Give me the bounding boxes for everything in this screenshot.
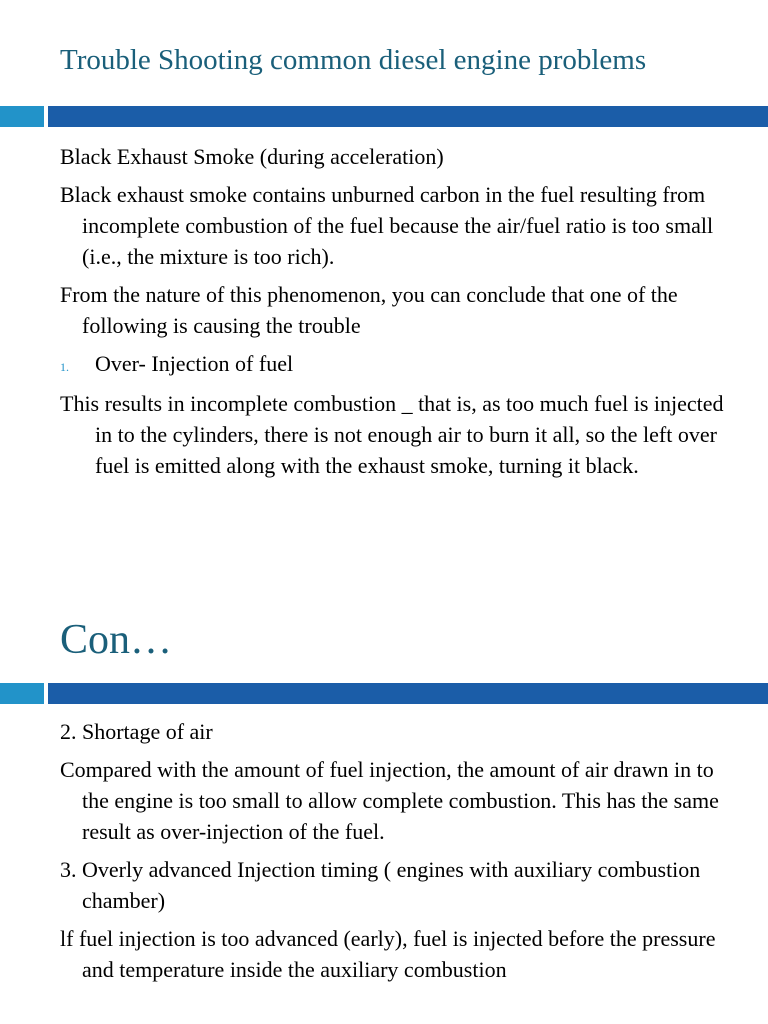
divider-accent — [0, 106, 44, 127]
paragraph: Compared with the amount of fuel injection, the amount of air drawn in to the engine is too small to allow complete combustion. This has the same result as over-injection of the fuel. — [60, 757, 719, 844]
item-label: Over- Injection of fuel — [95, 351, 294, 376]
slide-body — [60, 141, 740, 488]
slide-2 — [0, 576, 768, 1024]
paragraph: This results in incomplete combustion _ that is, as too much fuel is injected in to the cylinders, there is not enough air to burn it all, so the left over fuel is emitted along with the exhaust smoke, turning it black. — [60, 391, 724, 478]
numbered-heading: 2. Shortage of air — [60, 719, 213, 744]
divider-accent — [0, 683, 44, 704]
slide-body — [60, 716, 740, 992]
title-divider-bar — [0, 683, 768, 704]
divider-main — [48, 683, 768, 704]
section-heading: Black Exhaust Smoke (during acceleration) — [60, 144, 444, 169]
item-number: 1. — [60, 360, 69, 374]
paragraph: From the nature of this phenomenon, you can conclude that one of the following is causing the trouble — [60, 282, 678, 338]
title-divider-bar — [0, 106, 768, 127]
paragraph: Black exhaust smoke contains unburned carbon in the fuel resulting from incomplete combustion of the fuel because the air/fuel ratio is too small (i.e., the mixture is too rich). — [60, 182, 714, 269]
slide-title: Trouble Shooting common diesel engine problems — [60, 44, 647, 76]
numbered-heading: 3. Overly advanced Injection timing ( engines with auxiliary combustion chamber) — [60, 857, 701, 913]
paragraph: lf fuel injection is too advanced (early), fuel is injected before the pressure and temperature inside the auxiliary combustion — [60, 926, 716, 982]
slide-title: Con… — [60, 617, 173, 663]
divider-main — [48, 106, 768, 127]
numbered-item — [60, 348, 740, 383]
